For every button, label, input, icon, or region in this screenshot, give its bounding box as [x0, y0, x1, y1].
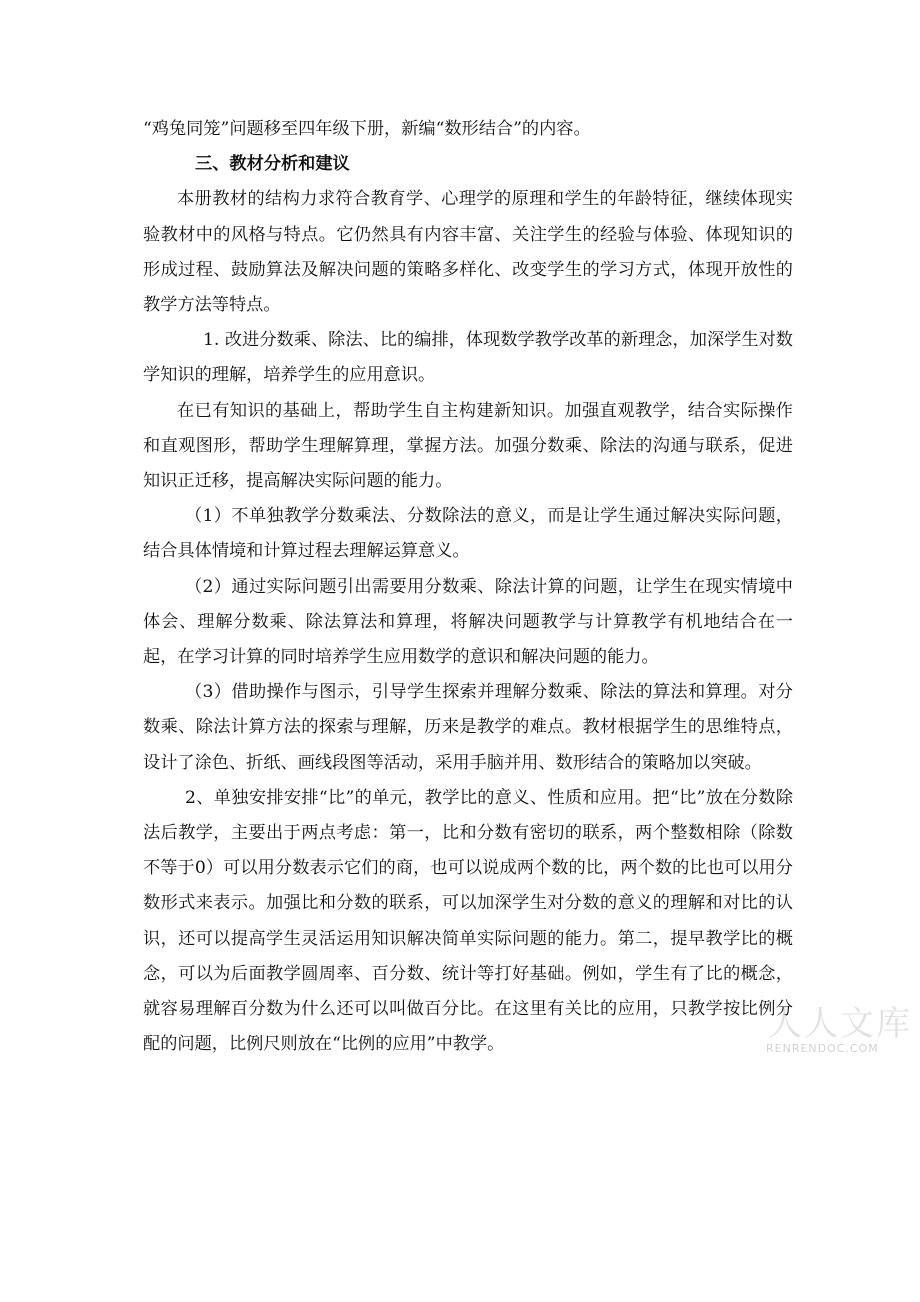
paragraph-intro: 本册教材的结构力求符合教育学、心理学的原理和学生的年龄特征，继续体现实验教材中的风格与特点。它仍然具有内容丰富、关注学生的经验与体验、体现知识的形成过程、鼓励算法及解决问题的策略多样化、改变学生的学习方式，体现开放性的教学方法等特点。	[143, 189, 793, 316]
watermark-url: RENRENDOC.COM	[766, 1042, 879, 1055]
paragraph-subpoint-1: （1）不单独教学分数乘法、分数除法的意义，而是让学生通过解决实际问题，结合具体情境和计算过程去理解运算意义。	[143, 506, 793, 562]
paragraph-body: 在已有知识的基础上，帮助学生自主构建新知识。加强直观教学，结合实际操作和直观图形，帮助学生理解算理，掌握方法。加强分数乘、除法的沟通与联系，促进知识正迁移，提高解决实际问题的能力。	[143, 400, 793, 492]
paragraph-subpoint-2: （2）通过实际问题引出需要用分数乘、除法计算的问题，让学生在现实情境中体会、理解分数乘、除法算法和算理，将解决问题教学与计算教学有机地结合在一起，在学习计算的同时培养学生应用数学的意识和解决问题的能力。	[143, 576, 793, 668]
document-body	[143, 112, 793, 1062]
paragraph-point-1: 1. 改进分数乘、除法、比的编排，体现数学教学改革的新理念，加深学生对数学知识的理解，培养学生的应用意识。	[143, 330, 793, 386]
watermark-logo: 人人文库	[768, 1004, 912, 1044]
paragraph-continuation: “鸡兔同笼”问题移至四年级下册，新编“数形结合”的内容。	[143, 119, 591, 139]
paragraph-point-2: 2、单独安排安排“比”的单元，教学比的意义、性质和应用。把“比”放在分数除法后教学，主要出于两点考虑：第一，比和分数有密切的联系，两个整数相除（除数不等于0）可以用分数表示它们的商，也可以说成两个数的比，两个数的比也可以用分数形式来表示。加强比和分数的联系，可以加深学生对分数的意义的理解和对比的认识，还可以提高学生灵活运用知识解决简单实际问题的能力。第二，提早教学比的概念，可以为后面教学圆周率、百分数、统计等打好基础。例如，学生有了比的概念，就容易理解百分数为什么还可以叫做百分比。在这里有关比的应用，只教学按比例分配的问题，比例尺则放在“比例的应用”中教学。	[143, 787, 793, 1055]
section-heading: 三、教材分析和建议	[195, 154, 350, 175]
paragraph-subpoint-3: （3）借助操作与图示，引导学生探索并理解分数乘、除法的算法和算理。对分数乘、除法计算方法的探索与理解，历来是教学的难点。教材根据学生的思维特点，设计了涂色、折纸、画线段图等活动，采用手脑并用、数形结合的策略加以突破。	[143, 682, 793, 773]
